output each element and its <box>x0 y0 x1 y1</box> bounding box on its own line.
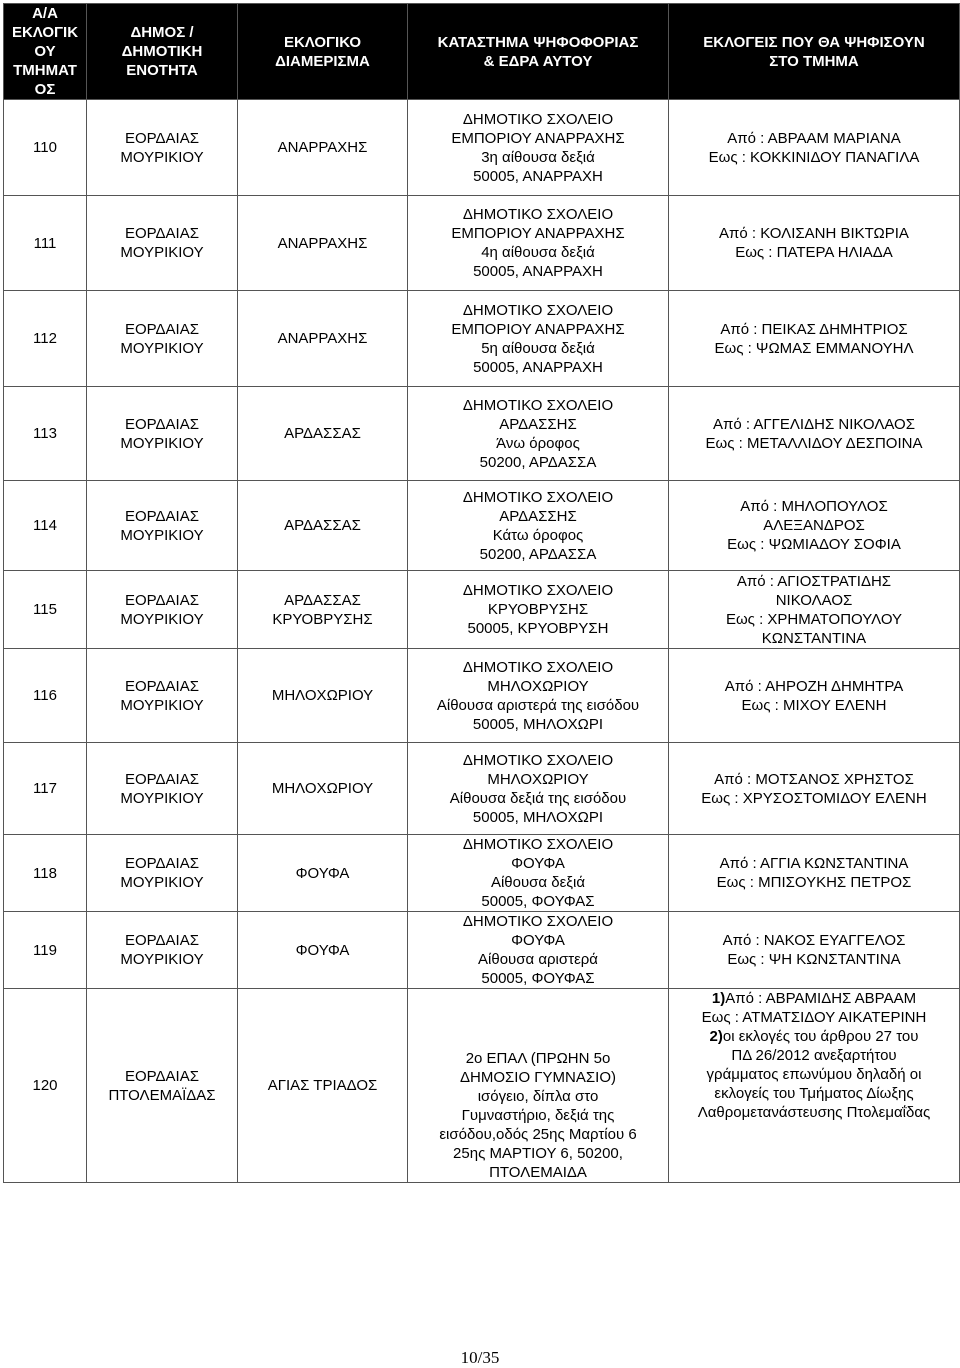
cell-municipality <box>87 989 238 1183</box>
cell-polling-station <box>408 196 669 291</box>
table-row <box>4 989 960 1183</box>
cell-polling-station-line: 50005, ΑΝΑΡΡΑΧΗ <box>473 358 603 376</box>
table-row <box>4 291 960 387</box>
list-marker: 2) <box>709 1028 723 1045</box>
cell-polling-station-line: ΔΗΜΟΤΙΚΟ ΣΧΟΛΕΙΟ <box>462 836 614 853</box>
cell-section-number: 115 <box>4 571 87 649</box>
cell-polling-station-line: Αίθουσα δεξιά <box>490 874 586 891</box>
cell-polling-station-line: 25ης ΜΑΡΤΙΟΥ 6, 50200, <box>453 1145 623 1162</box>
cell-electoral-district <box>238 571 408 649</box>
cell-voters-line: Από : ΑΓΓΙΑ ΚΩΝΣΤΑΝΤΙΝΑ <box>719 855 909 872</box>
cell-voters-line: Εως : ΜΕΤΑΛΛΙΔΟΥ ΔΕΣΠΟΙΝΑ <box>705 434 923 452</box>
list-marker: 1) <box>711 990 726 1007</box>
cell-municipality <box>87 387 238 481</box>
cell-voters-line: ΑΛΕΞΑΝΔΡΟΣ <box>763 517 865 534</box>
cell-municipality-line: ΕΟΡΔΑΙΑΣ <box>124 932 200 949</box>
cell-electoral-district-line: ΜΗΛΟΧΩΡΙΟΥ <box>271 687 374 704</box>
cell-voters-line: Από : ΑΓΓΕΛΙΔΗΣ ΝΙΚΟΛΑΟΣ <box>713 415 915 433</box>
cell-electoral-district <box>238 989 408 1183</box>
cell-polling-station-line: 5η αίθουσα δεξιά <box>481 339 595 357</box>
cell-polling-station-line: ΔΗΜΟΤΙΚΟ ΣΧΟΛΕΙΟ <box>462 751 614 769</box>
cell-polling-station <box>408 649 669 743</box>
cell-polling-station-line: ΔΗΜΟΤΙΚΟ ΣΧΟΛΕΙΟ <box>462 658 614 676</box>
cell-polling-station <box>408 100 669 196</box>
cell-polling-station-line: ΔΗΜΟΤΙΚΟ ΣΧΟΛΕΙΟ <box>462 110 614 128</box>
cell-polling-station <box>408 989 669 1183</box>
polling-stations-table <box>3 3 960 1183</box>
cell-electoral-district-line: ΑΡΔΑΣΣΑΣ <box>284 425 361 442</box>
cell-electoral-district <box>238 649 408 743</box>
cell-municipality-line: ΕΟΡΔΑΙΑΣ <box>124 591 200 609</box>
cell-municipality-line: ΜΟΥΡΙΚΙΟΥ <box>120 951 204 968</box>
cell-electoral-district-line: ΚΡΥΟΒΡΥΣΗΣ <box>272 610 373 628</box>
cell-polling-station-line: ΜΗΛΟΧΩΡΙΟΥ <box>487 770 589 788</box>
cell-voters-line <box>672 1046 956 1065</box>
cell-voters-line <box>672 1008 956 1027</box>
cell-polling-station-line: 50005, ΚΡΥΟΒΡΥΣΗ <box>467 620 609 637</box>
cell-municipality <box>87 481 238 571</box>
table-row <box>4 743 960 835</box>
table-row <box>4 481 960 571</box>
table-body <box>4 100 960 1183</box>
cell-voters <box>669 835 960 912</box>
header-polling-station: ΚΑΤΑΣΤΗΜΑ ΨΗΦΟΦΟΡΙΑΣ & ΕΔΡΑ ΑΥΤΟΥ <box>408 4 669 100</box>
cell-municipality-line: ΕΟΡΔΑΙΑΣ <box>124 770 200 788</box>
cell-voters-line: Εως : ΜΙΧΟΥ ΕΛΕΝΗ <box>741 696 887 714</box>
cell-municipality <box>87 649 238 743</box>
cell-polling-station-line: ΔΗΜΟΤΙΚΟ ΣΧΟΛΕΙΟ <box>462 396 614 414</box>
table-row <box>4 100 960 196</box>
cell-electoral-district-line: ΑΝΑΡΡΑΧΗΣ <box>277 139 368 156</box>
table-row <box>4 571 960 649</box>
cell-polling-station <box>408 835 669 912</box>
cell-polling-station-line: ισόγειο, δίπλα στο <box>477 1088 599 1105</box>
cell-polling-station <box>408 387 669 481</box>
cell-polling-station <box>408 743 669 835</box>
cell-voters <box>669 649 960 743</box>
cell-voters-line: Εως : ΨΩΜΙΑΔΟΥ ΣΟΦΙΑ <box>727 536 901 553</box>
cell-voters-line: Από : ΑΒΡΑΑΜ ΜΑΡΙΑΝΑ <box>727 129 901 147</box>
cell-section-number: 114 <box>4 481 87 571</box>
table-row <box>4 649 960 743</box>
cell-municipality <box>87 196 238 291</box>
cell-electoral-district <box>238 481 408 571</box>
cell-voters-line <box>672 1065 956 1084</box>
header-section-number: Α/Α ΕΚΛΟΓΙΚ ΟΥ ΤΜΗΜΑΤ ΟΣ <box>4 4 87 100</box>
cell-voters <box>669 989 960 1183</box>
voters-text: οι εκλογές του άρθρου 27 του <box>722 1028 919 1045</box>
cell-polling-station-line: Αίθουσα αριστερά της εισόδου <box>436 696 640 714</box>
cell-polling-station-line: 3η αίθουσα δεξιά <box>481 148 595 166</box>
cell-electoral-district <box>238 912 408 989</box>
cell-voters-line: Από : ΜΟΤΣΑΝΟΣ ΧΡΗΣΤΟΣ <box>714 770 914 788</box>
cell-polling-station-line: 50200, ΑΡΔΑΣΣΑ <box>479 545 597 563</box>
cell-electoral-district <box>238 387 408 481</box>
cell-voters <box>669 387 960 481</box>
cell-voters-line: Από : ΑΗΡΟΖΗ ΔΗΜΗΤΡΑ <box>724 677 904 695</box>
cell-municipality-line: ΕΟΡΔΑΙΑΣ <box>124 677 200 695</box>
cell-municipality <box>87 743 238 835</box>
cell-polling-station-line: ΕΜΠΟΡΙΟΥ ΑΝΑΡΡΑΧΗΣ <box>451 129 625 147</box>
cell-municipality <box>87 835 238 912</box>
cell-section-number: 113 <box>4 387 87 481</box>
cell-voters <box>669 100 960 196</box>
cell-municipality-line: ΜΟΥΡΙΚΙΟΥ <box>120 244 204 261</box>
cell-section-number: 111 <box>4 196 87 291</box>
cell-municipality-line: ΜΟΥΡΙΚΙΟΥ <box>120 339 204 357</box>
cell-municipality-line: ΕΟΡΔΑΙΑΣ <box>124 225 200 242</box>
cell-municipality-line: ΕΟΡΔΑΙΑΣ <box>124 320 200 338</box>
cell-polling-station-line: ΦΟΥΦΑ <box>511 855 565 872</box>
cell-voters-line: Από : ΚΟΛΙΣΑΝΗ ΒΙΚΤΩΡΙΑ <box>719 225 909 242</box>
cell-electoral-district-line: ΑΓΙΑΣ ΤΡΙΑΔΟΣ <box>267 1077 378 1094</box>
cell-polling-station-line: 50005, ΦΟΥΦΑΣ <box>481 970 595 987</box>
cell-municipality <box>87 291 238 387</box>
cell-polling-station-line: ΔΗΜΟΤΙΚΟ ΣΧΟΛΕΙΟ <box>462 582 614 599</box>
table-row <box>4 912 960 989</box>
cell-electoral-district-line: ΜΗΛΟΧΩΡΙΟΥ <box>271 780 374 797</box>
cell-polling-station-line: Άνω όροφος <box>496 434 580 452</box>
cell-section-number: 112 <box>4 291 87 387</box>
cell-voters-line: Από : ΝΑΚΟΣ ΕΥΑΓΓΕΛΟΣ <box>722 932 906 949</box>
cell-polling-station-line: εισόδου,οδός 25ης Μαρτίου 6 <box>439 1126 637 1143</box>
cell-polling-station-line: ΕΜΠΟΡΙΟΥ ΑΝΑΡΡΑΧΗΣ <box>451 225 625 242</box>
cell-voters-line: ΝΙΚΟΛΑΟΣ <box>775 591 853 609</box>
cell-voters-line <box>672 989 956 1008</box>
voters-text: ΠΔ 26/2012 ανεξαρτήτου <box>731 1047 897 1064</box>
table-row <box>4 835 960 912</box>
header-row <box>4 4 960 100</box>
voters-text: Λαθρομετανάστευσης Πτολεμαΐδας <box>697 1104 931 1121</box>
cell-electoral-district-line: ΑΝΑΡΡΑΧΗΣ <box>277 330 368 347</box>
voters-text: γράμματος επωνύμου δηλαδή οι <box>706 1066 922 1083</box>
cell-municipality-line: ΜΟΥΡΙΚΙΟΥ <box>120 696 204 714</box>
voters-text: εκλογείς του Τμήματος Δίωξης <box>714 1085 914 1102</box>
cell-electoral-district-line: ΦΟΥΦΑ <box>295 941 350 959</box>
cell-municipality <box>87 912 238 989</box>
cell-electoral-district-line: ΑΡΔΑΣΣΑΣ <box>284 591 361 609</box>
cell-polling-station-line: ΑΡΔΑΣΣΗΣ <box>499 415 577 433</box>
cell-municipality-line: ΜΟΥΡΙΚΙΟΥ <box>120 874 204 891</box>
cell-polling-station-line: ΚΡΥΟΒΡΥΣΗΣ <box>487 601 589 618</box>
cell-voters-line: Εως : ΜΠΙΣΟΥΚΗΣ ΠΕΤΡΟΣ <box>716 874 912 891</box>
cell-polling-station-line: ΔΗΜΟΤΙΚΟ ΣΧΟΛΕΙΟ <box>462 301 614 319</box>
cell-polling-station-line: 50005, ΦΟΥΦΑΣ <box>481 893 595 910</box>
cell-voters-line: Από : ΜΗΛΟΠΟΥΛΟΣ <box>740 498 888 515</box>
cell-municipality-line: ΜΟΥΡΙΚΙΟΥ <box>120 434 204 452</box>
cell-voters-line: Εως : ΧΡΥΣΟΣΤΟΜΙΔΟΥ ΕΛΕΝΗ <box>701 789 927 807</box>
cell-electoral-district <box>238 100 408 196</box>
cell-voters-line: Εως : ΚΟΚΚΙΝΙΔΟΥ ΠΑΝΑΓΙΛΑ <box>708 148 920 166</box>
cell-polling-station-line: 50005, ΑΝΑΡΡΑΧΗ <box>473 263 603 280</box>
cell-electoral-district <box>238 291 408 387</box>
cell-voters-line: Εως : ΧΡΗΜΑΤΟΠΟΥΛΟΥ <box>725 610 903 628</box>
cell-polling-station <box>408 912 669 989</box>
cell-electoral-district <box>238 835 408 912</box>
cell-polling-station-line: ΔΗΜΟΤΙΚΟ ΣΧΟΛΕΙΟ <box>462 206 614 223</box>
cell-polling-station-line: ΔΗΜΟΤΙΚΟ ΣΧΟΛΕΙΟ <box>462 488 614 506</box>
cell-municipality-line: ΜΟΥΡΙΚΙΟΥ <box>120 610 204 628</box>
cell-polling-station-line: 2ο ΕΠΑΛ (ΠΡΩΗΝ 5ο <box>465 1050 611 1067</box>
header-municipality: ΔΗΜΟΣ / ΔΗΜΟΤΙΚΗ ΕΝΟΤΗΤΑ <box>87 4 238 100</box>
cell-voters <box>669 291 960 387</box>
cell-municipality-line: ΕΟΡΔΑΙΑΣ <box>124 507 200 525</box>
cell-section-number: 110 <box>4 100 87 196</box>
cell-polling-station-line: 50005, ΜΗΛΟΧΩΡΙ <box>472 715 604 733</box>
cell-voters-line: Εως : ΨΩΜΑΣ ΕΜΜΑΝΟΥΗΛ <box>714 339 914 357</box>
cell-voters-line: Από : ΠΕΙΚΑΣ ΔΗΜΗΤΡΙΟΣ <box>720 320 908 338</box>
cell-polling-station-line: 4η αίθουσα δεξιά <box>481 244 595 261</box>
cell-voters-line: Εως : ΠΑΤΕΡΑ ΗΛΙΑΔΑ <box>735 244 893 261</box>
cell-polling-station-line: ΔΗΜΟΤΙΚΟ ΣΧΟΛΕΙΟ <box>462 913 614 930</box>
table-row <box>4 387 960 481</box>
cell-section-number: 119 <box>4 912 87 989</box>
cell-municipality-line: ΕΟΡΔΑΙΑΣ <box>124 415 200 433</box>
cell-municipality-line: ΜΟΥΡΙΚΙΟΥ <box>120 526 204 544</box>
cell-voters <box>669 571 960 649</box>
header-electoral-district: ΕΚΛΟΓΙΚΟ ΔΙΑΜΕΡΙΣΜΑ <box>238 4 408 100</box>
cell-polling-station-line: Αίθουσα αριστερά <box>478 951 598 968</box>
voters-text: Από : ΑΒΡΑΜΙΔΗΣ ΑΒΡΑΑΜ <box>725 990 917 1007</box>
cell-polling-station-line: ΑΡΔΑΣΣΗΣ <box>499 507 577 525</box>
cell-voters <box>669 481 960 571</box>
cell-municipality-line: ΠΤΟΛΕΜΑΪΔΑΣ <box>108 1086 216 1104</box>
cell-polling-station-line: ΔΗΜΟΣΙΟ ΓΥΜΝΑΣΙΟ) <box>460 1069 616 1086</box>
cell-electoral-district-line: ΑΡΔΑΣΣΑΣ <box>284 517 361 534</box>
header-voters: ΕΚΛΟΓΕΙΣ ΠΟΥ ΘΑ ΨΗΦΙΣΟΥΝ ΣΤΟ ΤΜΗΜΑ <box>669 4 960 100</box>
cell-voters-line: Από : ΑΓΙΟΣΤΡΑΤΙΔΗΣ <box>736 572 892 590</box>
cell-municipality-line: ΕΟΡΔΑΙΑΣ <box>124 855 200 872</box>
cell-section-number: 118 <box>4 835 87 912</box>
cell-municipality <box>87 571 238 649</box>
cell-polling-station <box>408 481 669 571</box>
cell-electoral-district-line: ΑΝΑΡΡΑΧΗΣ <box>277 234 368 252</box>
page-number: 10/35 <box>460 1348 500 1367</box>
cell-municipality-line: ΕΟΡΔΑΙΑΣ <box>124 1067 200 1085</box>
cell-polling-station-line: ΜΗΛΟΧΩΡΙΟΥ <box>487 677 589 695</box>
cell-municipality-line: ΜΟΥΡΙΚΙΟΥ <box>120 148 204 166</box>
cell-section-number: 120 <box>4 989 87 1183</box>
cell-polling-station-line: Κάτω όροφος <box>492 526 584 544</box>
cell-municipality <box>87 100 238 196</box>
cell-polling-station-line: 50005, ΜΗΛΟΧΩΡΙ <box>472 808 604 826</box>
cell-voters-line <box>672 1027 956 1046</box>
cell-section-number: 117 <box>4 743 87 835</box>
cell-voters-line <box>672 1103 956 1122</box>
cell-voters-line: Εως : ΨΗ ΚΩΝΣΤΑΝΤΙΝΑ <box>727 951 901 968</box>
cell-municipality-line: ΜΟΥΡΙΚΙΟΥ <box>120 789 204 807</box>
cell-electoral-district <box>238 743 408 835</box>
cell-electoral-district-line: ΦΟΥΦΑ <box>295 864 350 882</box>
cell-polling-station-line: Αίθουσα δεξιά της εισόδου <box>449 789 627 807</box>
cell-municipality-line: ΕΟΡΔΑΙΑΣ <box>124 129 200 147</box>
table-row <box>4 196 960 291</box>
cell-polling-station-line: ΕΜΠΟΡΙΟΥ ΑΝΑΡΡΑΧΗΣ <box>451 320 625 338</box>
cell-voters <box>669 743 960 835</box>
cell-voters <box>669 196 960 291</box>
cell-voters-line: ΚΩΝΣΤΑΝΤΙΝΑ <box>761 629 867 647</box>
cell-voters-line <box>672 1084 956 1103</box>
cell-polling-station-line: Γυμναστήριο, δεξιά της <box>461 1107 615 1124</box>
cell-polling-station-line: ΠΤΟΛΕΜΑΙΔΑ <box>489 1164 587 1181</box>
cell-voters <box>669 912 960 989</box>
cell-section-number: 116 <box>4 649 87 743</box>
cell-electoral-district <box>238 196 408 291</box>
cell-polling-station-line: 50005, ΑΝΑΡΡΑΧΗ <box>473 167 603 185</box>
cell-polling-station <box>408 291 669 387</box>
cell-polling-station-line: ΦΟΥΦΑ <box>511 932 565 949</box>
cell-polling-station <box>408 571 669 649</box>
voters-text: Εως : ΑΤΜΑΤΣΙΔΟΥ ΑΙΚΑΤΕΡΙΝΗ <box>701 1009 927 1026</box>
cell-polling-station-line: 50200, ΑΡΔΑΣΣΑ <box>479 453 597 471</box>
